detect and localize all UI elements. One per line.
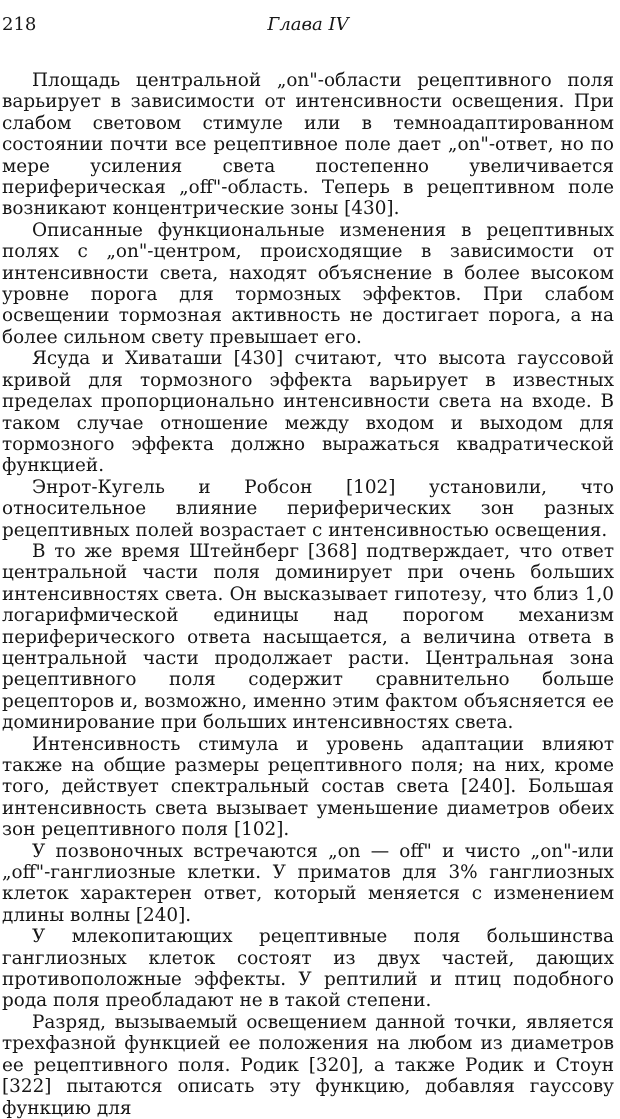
paragraph-mammals: У млекопитающих рецептивные поля большинства ганглиозных клеток состоят из двух частей, дающих противоположные эффекты. У рептилий и птиц подобного рода поля преобладают не в такой степени. [2, 926, 614, 1012]
page-number: 218 [2, 14, 37, 35]
paragraph-stimulus-intensity: Интенсивность стимула и уровень адаптации влияют также на общие размеры рецептивного поля; на них, кроме того, действует спектральный состав света [240]. Большая интенсивность света вызывает уменьшение диаметров обеих зон рецептивного поля [102]. [2, 733, 614, 841]
paragraph-yasuda-hivatashi: Ясуда и Хиваташи [430] считают, что высота гауссовой кривой для тормозного эффекта варьирует в известных пределах пропорционально интенсивности света на входе. В таком случае отношение между входом и выходом для тормозного эффекта должно выражаться квадратической функцией. [2, 348, 614, 477]
running-head [2, 14, 614, 36]
paragraph-receptive-field-area: Площадь центральной „on"-области рецептивного поля варьирует в зависимости от интенсивности освещения. При слабом световом стимуле или в темноадаптированном состоянии почти все рецептивное поле дает „on"-ответ, но по мере усиления света постепенно увеличивается периферическая „off"-область. Теперь в рецептивном поле возникают концентрические зоны [430]. [2, 70, 614, 220]
chapter-title: Глава IV [267, 14, 349, 35]
paragraph-vertebrates: У позвоночных встречаются „on — off" и чисто „on"-или „off"-ганглиозные клетки. У приматов для 3% ганглиозных клеток характерен ответ, который меняется с изменением длины волны [240]. [2, 840, 614, 926]
body-text [2, 70, 614, 1119]
paragraph-enroth-cugell-robson: Энрот-Кугель и Робсон [102] установили, что относительное влияние периферических зон разных рецептивных полей возрастает с интенсивностью освещения. [2, 476, 614, 541]
paragraph-functional-changes: Описанные функциональные изменения в рецептивных полях с „on"-центром, происходящие в зависимости от интенсивности света, находят объяснение в более высоком уровне порога для тормозных эффектов. При слабом освещении тормозная активность не достигает порога, а на более сильном свету превышает его. [2, 219, 614, 348]
paragraph-steinberg: В то же время Штейнберг [368] подтверждает, что ответ центральной части поля доминирует при очень больших интенсивностях света. Он высказывает гипотезу, что близ 1,0 логарифмической единицы над порогом механизм периферического ответа насыщается, а величина ответа в центральной части продолжает расти. Центральная зона рецептивного поля содержит сравнительно больше рецепторов и, возможно, именно этим фактом объясняется ее доминирование при больших интенсивностях света. [2, 540, 614, 734]
paragraph-discharge: Разряд, вызываемый освещением данной точки, является трехфазной функцией ее положения на любом из диаметров ее рецептивного поля. Родик [320], а также Родик и Стоун [322] пытаются описать эту функцию, добавляя гауссову функцию для [2, 1011, 614, 1119]
